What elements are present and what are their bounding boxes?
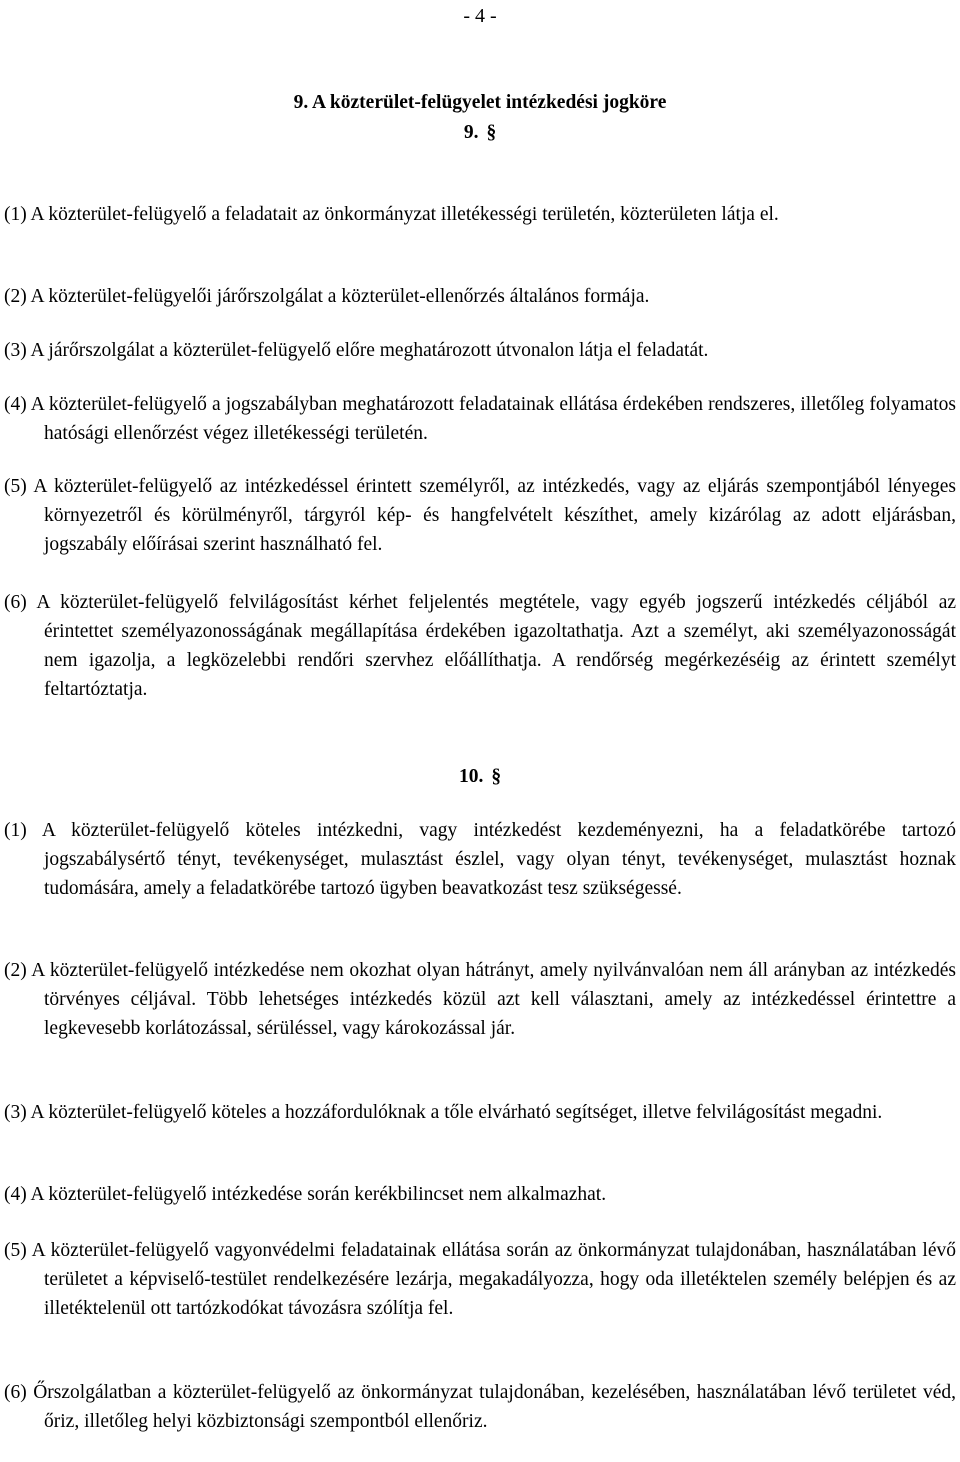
section-number: 10. (458, 766, 484, 787)
paragraph-9-2: (2) A közterület-felügyelői járőrszolgálat a közterület-ellenőrzés általános formája. (4, 286, 650, 307)
paragraph-9-6: (6) A közterület-felügyelő felvilágosítást kérhet feljelentés megtétele, vagy egyéb jogszerű intézkedés céljából az érintettet személyazonosságának megállapítása érdekében igazoltathatja. Azt a személyt, aki személyazonosságát nem igazolja, a legközelebbi rendőri szervhez előállíthatja. A rendőrség megérkezéséig az érintett személyt feltartóztatja. (4, 592, 956, 700)
paragraph-9-1: (1) A közterület-felügyelő a feladatait az önkormányzat illetékességi területén, közterületen látja el. (4, 204, 779, 225)
paragraph-9-5: (5) A közterület-felügyelő az intézkedéssel érintett személyről, az intézkedés, vagy az eljárás szempontjából lényeges környezetről és körülményről, tárgyról kép- és hangfelvételt készíthet, amely kizárólag az adott eljárásban, jogszabály előírásai szerint használható fel. (4, 476, 956, 555)
section-sign: § (486, 122, 497, 143)
paragraph-10-5: (5) A közterület-felügyelő vagyonvédelmi feladatainak ellátása során az önkormányzat tulajdonában, használatában lévő területet a képviselő-testület rendelkezésére lezárja, megakadályozza, hogy oda illetéktelen személy belépjen és az illetéktelenül ott tartózkodókat távozásra szólítja fel. (4, 1240, 956, 1319)
section-number: 9. (463, 122, 479, 143)
paragraph-10-4: (4) A közterület-felügyelő intézkedése során kerékbilincset nem alkalmazhat. (4, 1184, 607, 1205)
paragraph-10-6: (6) Őrszolgálatban a közterület-felügyelő az önkormányzat tulajdonában, kezelésében, használatában lévő területet véd, őriz, illetőleg helyi közbiztonsági szempontból ellenőriz. (4, 1382, 956, 1432)
section-heading-10 (0, 762, 960, 791)
section-heading-9 (0, 118, 960, 147)
paragraph-10-3: (3) A közterület-felügyelő köteles a hozzáfordulóknak a tőle elvárható segítséget, illetve felvilágosítást megadni. (4, 1102, 883, 1123)
section-sign: § (491, 766, 502, 787)
chapter-title: 9. A közterület-felügyelet intézkedési jogköre (293, 92, 667, 113)
paragraph-9-3: (3) A járőrszolgálat a közterület-felügyelő előre meghatározott útvonalon látja el feladatát. (4, 340, 709, 361)
paragraph-9-4: (4) A közterület-felügyelő a jogszabályban meghatározott feladatainak ellátása érdekében rendszeres, illetőleg folyamatos hatósági ellenőrzést végez illetékességi területén. (4, 394, 956, 444)
paragraph-10-2: (2) A közterület-felügyelő intézkedése nem okozhat olyan hátrányt, amely nyilvánvalóan nem áll arányban az intézkedés törvényes céljával. Több lehetséges intézkedés közül azt kell választani, amely az intézkedéssel érintettre a legkevesebb korlátozással, sérüléssel, vagy károkozással jár. (4, 960, 956, 1039)
page-number: - 4 - (463, 5, 497, 27)
paragraph-10-1: (1) A közterület-felügyelő köteles intézkedni, vagy intézkedést kezdeményezni, ha a feladatkörébe tartozó jogszabálysértő tényt, tevékenységet, mulasztást észlel, vagy olyan tényt, tevékenységet, mulasztást hoznak tudomására, amely a feladatkörébe tartozó ügyben beavatkozást tesz szükségessé. (4, 820, 956, 899)
